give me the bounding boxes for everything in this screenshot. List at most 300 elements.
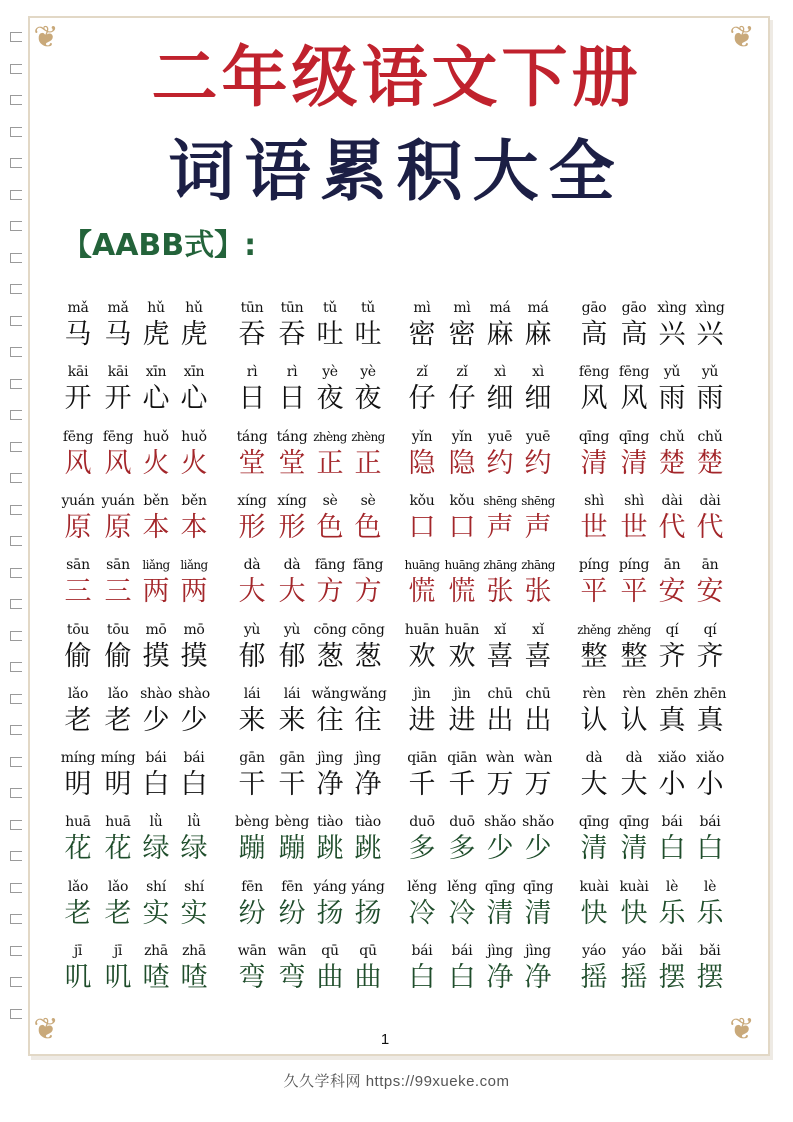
- pinyin-syllable: fēng: [102, 428, 134, 445]
- word-entry: [574, 941, 742, 1001]
- pinyin-syllable: kāi: [107, 364, 129, 381]
- pinyin-syllable: dài: [699, 492, 721, 509]
- pinyin-syllable: zhèng: [313, 429, 347, 444]
- binder-ring: [10, 316, 22, 326]
- pinyin-syllable: píng: [618, 557, 650, 574]
- pinyin-syllable: běn: [181, 492, 207, 509]
- pinyin-row: [232, 362, 400, 382]
- hanzi-row: [232, 961, 400, 995]
- hanzi-character: 麻: [486, 319, 514, 350]
- binder-ring: [10, 410, 22, 420]
- hanzi-character: 楚: [658, 447, 686, 479]
- hanzi-character: 多: [408, 833, 436, 865]
- hanzi-character: 喳: [180, 962, 208, 993]
- hanzi-character: 原: [104, 511, 132, 543]
- hanzi-character: 清: [486, 897, 514, 929]
- binder-ring: [10, 820, 22, 830]
- pinyin-row: [232, 877, 400, 897]
- hanzi-character: 平: [620, 576, 648, 608]
- pinyin-syllable: bèng: [234, 814, 270, 831]
- hanzi-character: 声: [486, 511, 514, 543]
- pinyin-syllable: tōu: [106, 621, 130, 638]
- hanzi-row: [232, 768, 400, 802]
- pinyin-row: [58, 684, 226, 704]
- pinyin-syllable: shēng: [521, 493, 555, 508]
- pinyin-row: [58, 941, 226, 961]
- hanzi-character: 扬: [354, 897, 382, 929]
- binder-ring: [10, 757, 22, 767]
- pinyin-row: [402, 555, 570, 575]
- pinyin-syllable: hǔ: [147, 300, 165, 316]
- hanzi-character: 密: [448, 319, 476, 350]
- hanzi-row: [232, 897, 400, 931]
- hanzi-character: 万: [486, 769, 514, 801]
- word-entry: [574, 555, 742, 615]
- hanzi-row: [574, 640, 742, 674]
- word-entry: [232, 362, 400, 422]
- hanzi-character: 明: [104, 769, 132, 801]
- word-entry: [232, 491, 400, 551]
- hanzi-character: 火: [180, 447, 208, 479]
- pinyin-syllable: duō: [409, 814, 435, 831]
- pinyin-syllable: bái: [661, 814, 683, 831]
- binder-ring: [10, 536, 22, 546]
- hanzi-character: 摸: [142, 640, 170, 672]
- pinyin-syllable: xì: [494, 364, 506, 381]
- hanzi-row: [58, 897, 226, 931]
- word-entry: [402, 298, 570, 358]
- pinyin-syllable: chǔ: [697, 428, 723, 445]
- pinyin-syllable: yáo: [582, 943, 606, 959]
- pinyin-syllable: xì: [532, 364, 544, 381]
- pinyin-syllable: bái: [145, 750, 167, 767]
- binder-ring: [10, 1009, 22, 1019]
- hanzi-character: 少: [524, 833, 552, 865]
- hanzi-character: 快: [620, 897, 648, 929]
- hanzi-character: 小: [658, 769, 686, 801]
- hanzi-character: 叽: [64, 962, 92, 993]
- hanzi-character: 大: [620, 769, 648, 801]
- corner-ornament-icon: ❦: [729, 1012, 755, 1047]
- hanzi-character: 千: [408, 769, 436, 801]
- pinyin-syllable: mì: [413, 300, 431, 316]
- hanzi-character: 原: [64, 511, 92, 543]
- pinyin-syllable: jìng: [317, 750, 343, 767]
- pinyin-row: [574, 298, 742, 318]
- pinyin-syllable: huān: [404, 621, 440, 638]
- pinyin-syllable: tūn: [280, 300, 304, 316]
- pinyin-syllable: mō: [183, 621, 205, 638]
- hanzi-row: [58, 511, 226, 545]
- hanzi-character: 约: [486, 447, 514, 479]
- pinyin-syllable: shào: [178, 685, 210, 702]
- hanzi-character: 口: [448, 511, 476, 543]
- pinyin-syllable: lǜ: [187, 814, 201, 831]
- pinyin-row: [58, 748, 226, 768]
- pinyin-syllable: bǎi: [661, 943, 683, 959]
- pinyin-syllable: shì: [584, 492, 604, 509]
- pinyin-syllable: míng: [60, 750, 96, 767]
- hanzi-character: 白: [658, 833, 686, 865]
- pinyin-syllable: míng: [100, 750, 136, 767]
- word-entry: [574, 684, 742, 744]
- hanzi-character: 纷: [238, 897, 266, 929]
- pinyin-row: [58, 427, 226, 447]
- hanzi-character: 白: [408, 962, 436, 993]
- pinyin-row: [58, 620, 226, 640]
- pinyin-row: [574, 620, 742, 640]
- pinyin-row: [574, 877, 742, 897]
- pinyin-syllable: táng: [276, 428, 308, 445]
- pinyin-syllable: lè: [665, 878, 679, 895]
- hanzi-character: 楚: [696, 447, 724, 479]
- hanzi-row: [402, 961, 570, 995]
- binder-ring: [10, 473, 22, 483]
- pinyin-row: [574, 941, 742, 961]
- word-entry: [232, 812, 400, 872]
- pinyin-syllable: fēng: [62, 428, 94, 445]
- hanzi-character: 摇: [580, 962, 608, 993]
- hanzi-row: [402, 832, 570, 866]
- pinyin-syllable: yù: [243, 621, 261, 638]
- pinyin-syllable: fēn: [241, 878, 263, 895]
- pinyin-syllable: dài: [661, 492, 683, 509]
- pinyin-syllable: dà: [585, 750, 603, 767]
- pinyin-syllable: bèng: [274, 814, 310, 831]
- pinyin-syllable: kǒu: [409, 492, 435, 509]
- hanzi-row: [58, 768, 226, 802]
- hanzi-character: 花: [64, 833, 92, 865]
- hanzi-character: 净: [316, 769, 344, 801]
- hanzi-character: 三: [64, 576, 92, 608]
- pinyin-syllable: gāo: [581, 300, 607, 316]
- page-number: 1: [380, 1031, 390, 1048]
- hanzi-character: 老: [104, 704, 132, 736]
- pinyin-syllable: qí: [665, 621, 679, 638]
- word-entry: [574, 812, 742, 872]
- hanzi-character: 清: [580, 833, 608, 865]
- hanzi-character: 进: [448, 704, 476, 736]
- hanzi-character: 蹦: [238, 833, 266, 865]
- hanzi-character: 小: [696, 769, 724, 801]
- section-heading: 【AABB式】:: [62, 228, 257, 263]
- hanzi-character: 马: [64, 319, 92, 350]
- hanzi-row: [402, 704, 570, 738]
- pinyin-syllable: lè: [703, 878, 717, 895]
- pinyin-syllable: yǐn: [451, 428, 473, 445]
- word-entry: [574, 427, 742, 487]
- binder-ring: [10, 662, 22, 672]
- pinyin-syllable: qīng: [578, 814, 610, 831]
- hanzi-character: 夜: [316, 383, 344, 415]
- word-entry: [232, 684, 400, 744]
- pinyin-syllable: zhēn: [693, 685, 727, 702]
- word-entry: [232, 941, 400, 1001]
- pinyin-row: [232, 555, 400, 575]
- hanzi-row: [574, 318, 742, 352]
- pinyin-row: [574, 684, 742, 704]
- hanzi-character: 干: [238, 769, 266, 801]
- hanzi-character: 老: [64, 897, 92, 929]
- pinyin-syllable: yè: [322, 364, 338, 381]
- binder-ring: [10, 347, 22, 357]
- hanzi-character: 真: [696, 704, 724, 736]
- hanzi-character: 开: [64, 383, 92, 415]
- hanzi-character: 实: [142, 897, 170, 929]
- hanzi-character: 兴: [696, 319, 724, 350]
- binder-ring: [10, 442, 22, 452]
- hanzi-character: 喳: [142, 962, 170, 993]
- pinyin-syllable: shào: [140, 685, 172, 702]
- hanzi-character: 世: [580, 511, 608, 543]
- hanzi-character: 明: [64, 769, 92, 801]
- pinyin-syllable: bái: [451, 943, 473, 959]
- hanzi-character: 形: [238, 511, 266, 543]
- hanzi-character: 白: [696, 833, 724, 865]
- hanzi-row: [232, 704, 400, 738]
- word-entry: [232, 620, 400, 680]
- hanzi-character: 代: [696, 511, 724, 543]
- hanzi-character: 马: [104, 319, 132, 350]
- word-entry: [58, 812, 226, 872]
- hanzi-row: [402, 318, 570, 352]
- pinyin-row: [574, 427, 742, 447]
- pinyin-syllable: yuán: [61, 492, 95, 509]
- hanzi-character: 虎: [180, 319, 208, 350]
- pinyin-syllable: xǐ: [532, 621, 544, 638]
- pinyin-row: [232, 812, 400, 832]
- pinyin-row: [232, 748, 400, 768]
- hanzi-character: 正: [354, 447, 382, 479]
- hanzi-row: [574, 447, 742, 481]
- hanzi-row: [232, 640, 400, 674]
- hanzi-character: 仔: [408, 383, 436, 415]
- hanzi-character: 安: [658, 576, 686, 608]
- hanzi-character: 摆: [696, 962, 724, 993]
- hanzi-character: 万: [524, 769, 552, 801]
- pinyin-syllable: jī: [113, 943, 123, 959]
- pinyin-syllable: sè: [322, 492, 338, 509]
- pinyin-syllable: mǎ: [67, 300, 89, 316]
- hanzi-character: 日: [238, 383, 266, 415]
- hanzi-character: 心: [180, 383, 208, 415]
- hanzi-character: 约: [524, 447, 552, 479]
- hanzi-character: 隐: [448, 447, 476, 479]
- pinyin-syllable: tiào: [355, 814, 381, 831]
- binder-ring: [10, 631, 22, 641]
- hanzi-row: [402, 575, 570, 609]
- hanzi-character: 开: [104, 383, 132, 415]
- hanzi-character: 色: [354, 511, 382, 543]
- pinyin-syllable: mì: [453, 300, 471, 316]
- pinyin-syllable: yáng: [313, 878, 347, 895]
- pinyin-syllable: xìng: [695, 300, 725, 316]
- hanzi-character: 白: [180, 769, 208, 801]
- pinyin-syllable: liǎng: [180, 558, 208, 573]
- pinyin-row: [574, 362, 742, 382]
- pinyin-row: [402, 620, 570, 640]
- pinyin-syllable: tiào: [317, 814, 343, 831]
- pinyin-syllable: dà: [625, 750, 643, 767]
- pinyin-syllable: fēng: [578, 364, 610, 381]
- hanzi-character: 冷: [408, 897, 436, 929]
- word-entry: [402, 427, 570, 487]
- hanzi-row: [574, 575, 742, 609]
- pinyin-syllable: xiǎo: [658, 750, 686, 767]
- binder-ring: [10, 568, 22, 578]
- pinyin-row: [58, 812, 226, 832]
- pinyin-row: [58, 491, 226, 511]
- word-entry: [402, 812, 570, 872]
- pinyin-syllable: zhāng: [521, 558, 555, 573]
- hanzi-character: 正: [316, 447, 344, 479]
- pinyin-syllable: rèn: [582, 685, 606, 702]
- word-entry: [58, 427, 226, 487]
- hanzi-character: 隐: [408, 447, 436, 479]
- pinyin-syllable: xíng: [277, 492, 307, 509]
- pinyin-syllable: yǔ: [663, 364, 681, 381]
- hanzi-row: [232, 447, 400, 481]
- pinyin-row: [232, 684, 400, 704]
- hanzi-character: 口: [408, 511, 436, 543]
- hanzi-character: 吐: [354, 319, 382, 350]
- hanzi-character: 仔: [448, 383, 476, 415]
- pinyin-syllable: cōng: [313, 621, 347, 638]
- hanzi-character: 来: [238, 704, 266, 736]
- pinyin-syllable: qiān: [447, 750, 477, 767]
- page-subtitle: 词语累积大全: [168, 133, 625, 210]
- hanzi-row: [232, 382, 400, 416]
- pinyin-row: [402, 427, 570, 447]
- hanzi-character: 喜: [486, 640, 514, 672]
- pinyin-syllable: yè: [360, 364, 376, 381]
- pinyin-row: [58, 555, 226, 575]
- pinyin-syllable: kāi: [67, 364, 89, 381]
- hanzi-character: 堂: [238, 447, 266, 479]
- hanzi-character: 虎: [142, 319, 170, 350]
- hanzi-character: 张: [486, 576, 514, 608]
- hanzi-character: 雨: [658, 383, 686, 415]
- hanzi-character: 夜: [354, 383, 382, 415]
- hanzi-character: 纷: [278, 897, 306, 929]
- pinyin-syllable: jī: [73, 943, 83, 959]
- pinyin-row: [574, 812, 742, 832]
- pinyin-syllable: má: [527, 300, 549, 316]
- hanzi-character: 真: [658, 704, 686, 736]
- pinyin-syllable: zhā: [182, 943, 206, 959]
- hanzi-character: 快: [580, 897, 608, 929]
- hanzi-character: 老: [104, 897, 132, 929]
- corner-ornament-icon: ❦: [33, 20, 59, 55]
- hanzi-character: 风: [104, 447, 132, 479]
- pinyin-syllable: tǔ: [360, 300, 376, 316]
- hanzi-row: [232, 318, 400, 352]
- hanzi-row: [574, 897, 742, 931]
- hanzi-character: 出: [486, 704, 514, 736]
- pinyin-syllable: mō: [145, 621, 167, 638]
- pinyin-syllable: jìng: [355, 750, 381, 767]
- pinyin-syllable: shǎo: [522, 814, 554, 831]
- word-entry: [232, 877, 400, 937]
- hanzi-character: 细: [486, 383, 514, 415]
- word-entry: [58, 620, 226, 680]
- pinyin-row: [232, 491, 400, 511]
- hanzi-row: [58, 640, 226, 674]
- hanzi-character: 日: [278, 383, 306, 415]
- word-entry: [574, 748, 742, 808]
- word-entry: [232, 298, 400, 358]
- word-entry: [58, 748, 226, 808]
- pinyin-syllable: chū: [487, 685, 513, 702]
- pinyin-syllable: ān: [701, 557, 719, 574]
- pinyin-syllable: jìng: [525, 943, 551, 959]
- word-entry: [574, 298, 742, 358]
- pinyin-syllable: xiǎo: [696, 750, 724, 767]
- footer-watermark: 久久学科网 https://99xueke.com: [283, 1073, 510, 1090]
- pinyin-syllable: qū: [321, 943, 339, 959]
- pinyin-syllable: zhā: [144, 943, 168, 959]
- hanzi-character: 吐: [316, 319, 344, 350]
- pinyin-syllable: jìn: [413, 685, 431, 702]
- word-entry: [58, 684, 226, 744]
- hanzi-character: 葱: [316, 640, 344, 672]
- pinyin-syllable: ān: [663, 557, 681, 574]
- hanzi-character: 高: [620, 319, 648, 350]
- hanzi-character: 进: [408, 704, 436, 736]
- hanzi-character: 出: [524, 704, 552, 736]
- hanzi-row: [574, 382, 742, 416]
- pinyin-syllable: shēng: [483, 493, 517, 508]
- pinyin-syllable: zǐ: [416, 364, 428, 381]
- pinyin-syllable: zhāng: [483, 558, 517, 573]
- hanzi-character: 千: [448, 769, 476, 801]
- hanzi-row: [402, 447, 570, 481]
- pinyin-syllable: bái: [411, 943, 433, 959]
- word-entry: [574, 491, 742, 551]
- binder-ring: [10, 977, 22, 987]
- hanzi-row: [574, 961, 742, 995]
- word-entry: [574, 877, 742, 937]
- pinyin-syllable: zhěng: [577, 622, 611, 637]
- pinyin-syllable: huā: [105, 814, 131, 831]
- hanzi-character: 认: [620, 704, 648, 736]
- hanzi-character: 往: [354, 704, 382, 736]
- pinyin-syllable: lǎo: [67, 685, 89, 702]
- pinyin-row: [402, 748, 570, 768]
- hanzi-character: 密: [408, 319, 436, 350]
- hanzi-character: 风: [580, 383, 608, 415]
- hanzi-character: 吞: [238, 319, 266, 350]
- pinyin-syllable: lǜ: [149, 814, 163, 831]
- pinyin-row: [402, 491, 570, 511]
- hanzi-row: [402, 768, 570, 802]
- pinyin-syllable: qīng: [578, 428, 610, 445]
- hanzi-character: 两: [180, 576, 208, 608]
- hanzi-character: 来: [278, 704, 306, 736]
- pinyin-syllable: qū: [359, 943, 377, 959]
- pinyin-syllable: rì: [246, 364, 258, 381]
- pinyin-syllable: tūn: [240, 300, 264, 316]
- hanzi-character: 齐: [658, 640, 686, 672]
- pinyin-syllable: dà: [283, 557, 301, 574]
- pinyin-row: [232, 427, 400, 447]
- word-entry: [402, 491, 570, 551]
- hanzi-character: 世: [620, 511, 648, 543]
- hanzi-row: [58, 447, 226, 481]
- pinyin-syllable: wān: [237, 943, 267, 959]
- word-entry: [402, 620, 570, 680]
- hanzi-row: [58, 382, 226, 416]
